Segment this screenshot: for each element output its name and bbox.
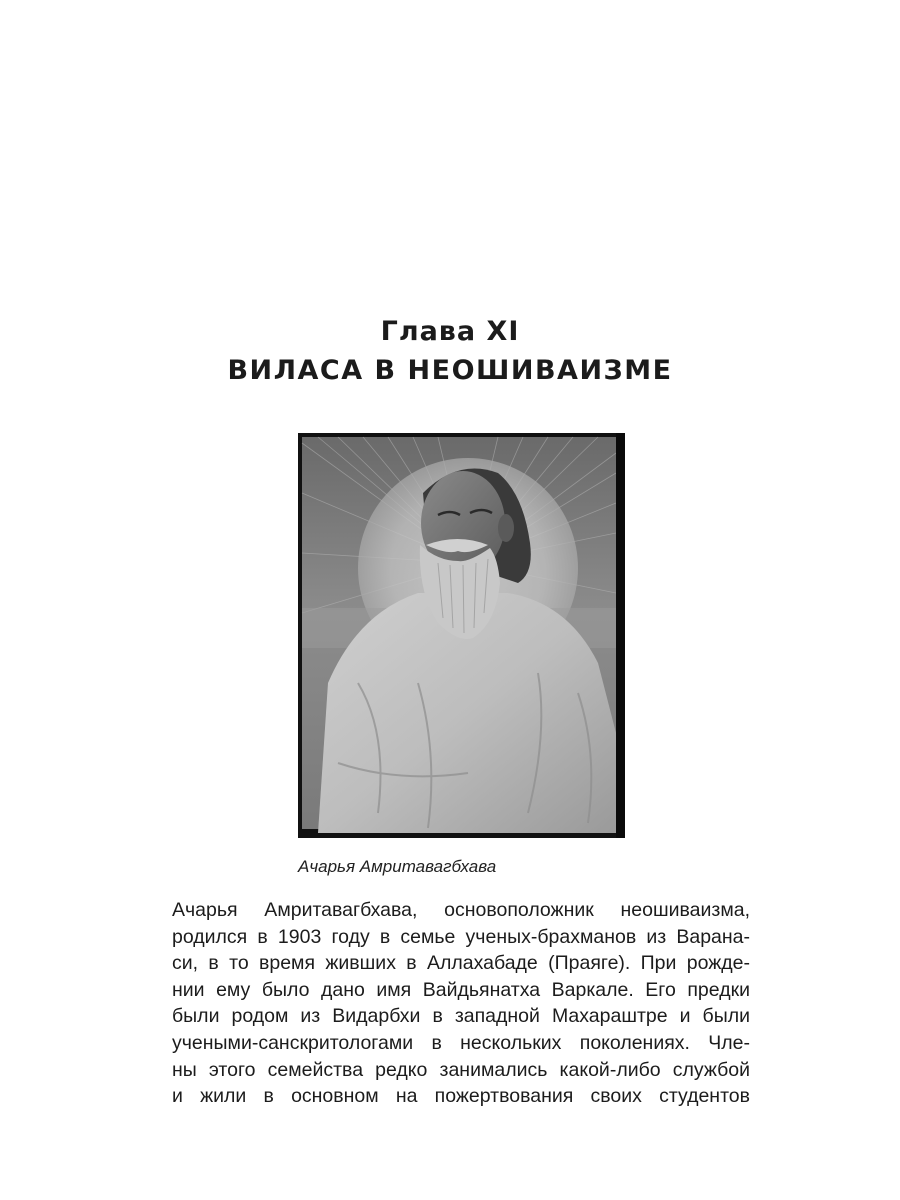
text-line: си, в то время живших в Аллахабаде (Праяге). При рожде- [172, 952, 750, 975]
text-line: ны этого семейства редко занимались какой-либо службой [172, 1058, 750, 1081]
text-line: нии ему было дано имя Вайдьянатха Варкале. Его предки [172, 978, 750, 1001]
body-paragraph [172, 897, 750, 1110]
photo-caption: Ачарья Амритавагбхава [298, 857, 497, 876]
text-line: родился в 1903 году в семье ученых-брахманов из Варана- [172, 925, 750, 948]
chapter-title: ВИЛАСА В НЕОШИВАИЗМЕ [227, 355, 673, 386]
text-line: были родом из Видарбхи в западной Махараштре и были [172, 1005, 750, 1028]
text-line: и жили в основном на пожертвования своих студентов [172, 1085, 750, 1108]
portrait-illustration [298, 433, 625, 838]
portrait-photo [298, 433, 625, 838]
text-line: учеными-санскритологами в нескольких поколениях. Чле- [172, 1031, 750, 1054]
text-line: Ачарья Амритавагбхава, основоположник неошиваизма, [172, 899, 750, 921]
chapter-number: Глава XI [380, 316, 520, 347]
